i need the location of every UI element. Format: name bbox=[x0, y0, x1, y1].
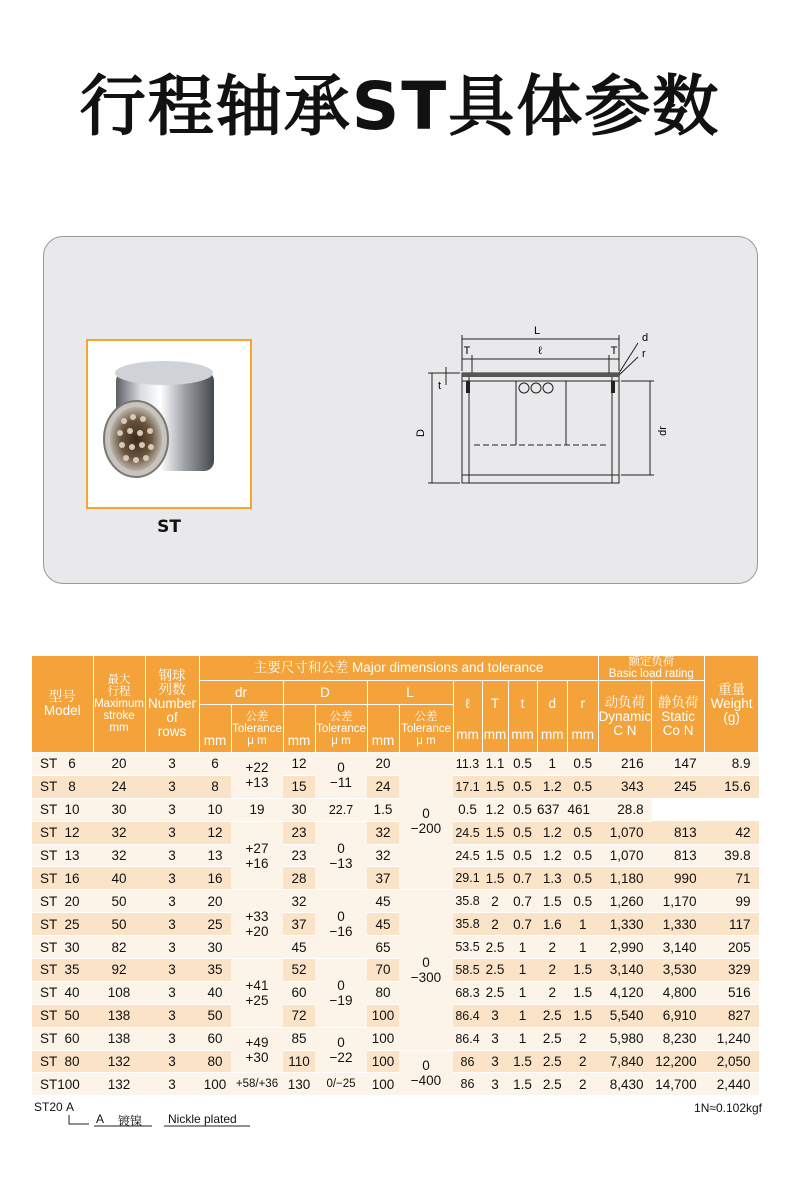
cell-r: 0.5 bbox=[568, 890, 599, 913]
cell-L: 45 bbox=[367, 913, 399, 936]
cell-d: 2.5 bbox=[537, 1050, 568, 1073]
cell-model: ST 80 bbox=[32, 1050, 93, 1073]
cell-d: 1.2 bbox=[537, 821, 568, 844]
cell-d: 1.6 bbox=[537, 913, 568, 936]
cell-Co: 3,530 bbox=[652, 959, 705, 982]
cell-Co: 12,200 bbox=[652, 1050, 705, 1073]
cell-D: 37 bbox=[283, 913, 315, 936]
cell-dr: 8 bbox=[199, 775, 231, 798]
cell-L: 100 bbox=[367, 1050, 399, 1073]
cell-t: 1 bbox=[508, 1004, 537, 1027]
cell-r: 1 bbox=[568, 936, 599, 959]
cell-l: 35.8 bbox=[453, 913, 482, 936]
product-label: ST bbox=[157, 517, 181, 537]
cell-D-tolerance: 0 −13 bbox=[315, 821, 367, 890]
cell-d: 1.2 bbox=[482, 798, 508, 821]
cell-rows: 3 bbox=[145, 798, 199, 821]
cell-rows: 3 bbox=[145, 753, 199, 776]
cell-T: 1.5 bbox=[482, 867, 508, 890]
cell-dr: 60 bbox=[199, 1027, 231, 1050]
cell-dr: 30 bbox=[199, 936, 231, 959]
cell-l: 11.3 bbox=[453, 753, 482, 776]
cell-w: 827 bbox=[705, 1004, 759, 1027]
cell-d: 2.5 bbox=[537, 1027, 568, 1050]
cell-stroke: 82 bbox=[93, 936, 145, 959]
cell-l: 24.5 bbox=[453, 821, 482, 844]
table-row bbox=[32, 1004, 759, 1027]
cell-t: 1 bbox=[508, 981, 537, 1004]
cell-model: ST 13 bbox=[32, 844, 93, 867]
dim-L: L bbox=[533, 325, 541, 337]
cell-t: 0.5 bbox=[508, 753, 537, 776]
th-D: D bbox=[283, 681, 367, 705]
cell-stroke: 132 bbox=[93, 1050, 145, 1073]
dim-l: ℓ bbox=[538, 345, 542, 357]
cell-model: ST 40 bbox=[32, 981, 93, 1004]
cell-C: 7,840 bbox=[598, 1050, 652, 1073]
cell-r: 1.5 bbox=[568, 959, 599, 982]
cell-rows: 3 bbox=[145, 867, 199, 890]
cell-t: 0.5 bbox=[508, 844, 537, 867]
cell-model: ST 35 bbox=[32, 959, 93, 982]
cell-T: 2 bbox=[482, 890, 508, 913]
cell-t: 1.5 bbox=[508, 1050, 537, 1073]
cell-D: 60 bbox=[283, 981, 315, 1004]
cell-dr: 13 bbox=[199, 844, 231, 867]
unit-conversion: 1N≈0.102kgf bbox=[694, 1101, 762, 1115]
cell-rows: 3 bbox=[145, 775, 199, 798]
cell-model: ST 60 bbox=[32, 1027, 93, 1050]
th-L-tol: 公差 Tolerance μ m bbox=[399, 705, 453, 753]
th-D-tol: 公差 Tolerance μ m bbox=[315, 705, 367, 753]
cell-w: 28.8 bbox=[598, 798, 652, 821]
cell-t: 0.5 bbox=[453, 798, 482, 821]
cell-model: ST 30 bbox=[32, 936, 93, 959]
cell-stroke: 32 bbox=[93, 821, 145, 844]
cell-rows: 3 bbox=[145, 844, 199, 867]
cell-w: 15.6 bbox=[705, 775, 759, 798]
cell-l: 29.1 bbox=[453, 867, 482, 890]
dim-r: r bbox=[642, 348, 646, 360]
cell-r: 1.5 bbox=[568, 981, 599, 1004]
cell-dr: 50 bbox=[199, 1004, 231, 1027]
table-row bbox=[32, 1073, 759, 1096]
cell-rows: 3 bbox=[145, 1050, 199, 1073]
cell-model: ST 25 bbox=[32, 913, 93, 936]
cell-stroke: 20 bbox=[93, 753, 145, 776]
cell-L: 65 bbox=[367, 936, 399, 959]
cell-r: 0.5 bbox=[508, 798, 537, 821]
cell-D: 12 bbox=[283, 753, 315, 776]
cell-Co: 147 bbox=[652, 753, 705, 776]
suffix-letter-desc: A bbox=[96, 1112, 105, 1126]
cell-rows: 3 bbox=[145, 936, 199, 959]
cell-rows: 3 bbox=[145, 1073, 199, 1096]
cell-D: 52 bbox=[283, 959, 315, 982]
cell-t: 0.5 bbox=[508, 821, 537, 844]
cell-Co: 1,170 bbox=[652, 890, 705, 913]
cell-dr: 20 bbox=[199, 890, 231, 913]
cell-dr: 16 bbox=[199, 867, 231, 890]
cell-T: 1.5 bbox=[482, 775, 508, 798]
cell-Co: 813 bbox=[652, 844, 705, 867]
cell-C: 1,260 bbox=[598, 890, 652, 913]
cell-rows: 3 bbox=[145, 821, 199, 844]
cell-C: 637 bbox=[537, 798, 568, 821]
table-row bbox=[32, 821, 759, 844]
table-row bbox=[32, 913, 759, 936]
cell-stroke: 32 bbox=[93, 844, 145, 867]
product-photo-frame bbox=[86, 339, 252, 509]
suffix-legend bbox=[34, 1100, 294, 1140]
cell-d: 1.2 bbox=[537, 844, 568, 867]
th-stroke: 最大 行程 Maximum stroke mm bbox=[93, 656, 145, 753]
cell-dr: 80 bbox=[199, 1050, 231, 1073]
cell-L: 30 bbox=[283, 798, 315, 821]
table-row bbox=[32, 936, 759, 959]
dim-d: d bbox=[642, 332, 649, 344]
cell-D-tolerance: 0 −19 bbox=[315, 959, 367, 1028]
cell-d: 2.5 bbox=[537, 1073, 568, 1096]
cell-w: 205 bbox=[705, 936, 759, 959]
th-dr: dr bbox=[199, 681, 283, 705]
cell-model: ST 12 bbox=[32, 821, 93, 844]
cell-model: ST 6 bbox=[32, 753, 93, 776]
cell-dr-tolerance: +22 +13 bbox=[231, 753, 283, 799]
cell-w: 329 bbox=[705, 959, 759, 982]
cell-T: 2.5 bbox=[482, 981, 508, 1004]
cell-t: 1 bbox=[508, 1027, 537, 1050]
th-weight: 重量 Weight (g) bbox=[705, 656, 759, 753]
cell-d: 2.5 bbox=[537, 1004, 568, 1027]
cell-C: 216 bbox=[598, 753, 652, 776]
cell-model: ST100 bbox=[32, 1073, 93, 1096]
cell-Co: 8,230 bbox=[652, 1027, 705, 1050]
cell-Co: 3,140 bbox=[652, 936, 705, 959]
cell-r: 0.5 bbox=[568, 867, 599, 890]
product-panel bbox=[43, 236, 758, 584]
cell-D: 32 bbox=[283, 890, 315, 913]
cell-L: 80 bbox=[367, 981, 399, 1004]
cell-r: 1.5 bbox=[568, 1004, 599, 1027]
cell-d: 1 bbox=[537, 753, 568, 776]
cell-d: 2 bbox=[537, 936, 568, 959]
cell-model: ST 50 bbox=[32, 1004, 93, 1027]
dim-dr: dr bbox=[657, 426, 669, 436]
table-row bbox=[32, 1027, 759, 1050]
th-d: d mm bbox=[537, 681, 568, 753]
suffix-desc-cn: 镀镍 bbox=[118, 1114, 143, 1128]
cell-L: 70 bbox=[367, 959, 399, 982]
table-row bbox=[32, 890, 759, 913]
cell-T: 2.5 bbox=[482, 936, 508, 959]
cell-d: 1.2 bbox=[537, 775, 568, 798]
cell-w: 42 bbox=[705, 821, 759, 844]
cell-t: 0.7 bbox=[508, 913, 537, 936]
cell-Co: 4,800 bbox=[652, 981, 705, 1004]
cell-model: ST 10 bbox=[32, 798, 93, 821]
cell-dr: 40 bbox=[199, 981, 231, 1004]
suffix-code: ST20 bbox=[34, 1100, 63, 1114]
cell-dr: 35 bbox=[199, 959, 231, 982]
cell-d: 1.3 bbox=[537, 867, 568, 890]
th-dr-tol: 公差 Tolerance μ m bbox=[231, 705, 283, 753]
cell-model: ST 8 bbox=[32, 775, 93, 798]
cell-rows: 3 bbox=[145, 913, 199, 936]
cell-model: ST 20 bbox=[32, 890, 93, 913]
cell-L: 37 bbox=[367, 867, 399, 890]
th-model: 型号 Model bbox=[32, 656, 93, 753]
cell-L-tolerance: 0 −200 bbox=[399, 753, 453, 890]
cell-dr: 25 bbox=[199, 913, 231, 936]
th-T: T mm bbox=[482, 681, 508, 753]
table-row bbox=[32, 867, 759, 890]
dim-T-right: T bbox=[610, 345, 618, 357]
cell-dr: 6 bbox=[199, 753, 231, 776]
cell-dr: 12 bbox=[199, 821, 231, 844]
cell-L: 32 bbox=[367, 821, 399, 844]
cell-l: 35.8 bbox=[453, 890, 482, 913]
table-row bbox=[32, 981, 759, 1004]
th-balls: 钢球 列数 Number of rows bbox=[145, 656, 199, 753]
cell-r: 2 bbox=[568, 1073, 599, 1096]
cell-C: 1,070 bbox=[598, 844, 652, 867]
cell-D-tolerance: 0 −22 bbox=[315, 1027, 367, 1073]
cell-C: 1,070 bbox=[598, 821, 652, 844]
cell-C: 3,140 bbox=[598, 959, 652, 982]
cell-L: 100 bbox=[367, 1004, 399, 1027]
cell-l: 86 bbox=[453, 1073, 482, 1096]
cell-l: 53.5 bbox=[453, 936, 482, 959]
cell-T: 2 bbox=[482, 913, 508, 936]
suffix-desc-en: Nickle plated bbox=[168, 1112, 237, 1126]
cell-C: 2,990 bbox=[598, 936, 652, 959]
table-row bbox=[32, 798, 759, 821]
cell-L: 100 bbox=[367, 1073, 399, 1096]
table-row bbox=[32, 1050, 759, 1073]
cell-stroke: 40 bbox=[93, 867, 145, 890]
cell-T: 3 bbox=[482, 1050, 508, 1073]
cell-w: 8.9 bbox=[705, 753, 759, 776]
th-static: 静负荷 Static Co N bbox=[652, 681, 705, 753]
cell-L: 45 bbox=[367, 890, 399, 913]
th-D-mm: mm bbox=[283, 705, 315, 753]
cell-w: 99 bbox=[705, 890, 759, 913]
cell-D: 23 bbox=[283, 844, 315, 867]
cell-stroke: 138 bbox=[93, 1027, 145, 1050]
cell-Co: 813 bbox=[652, 821, 705, 844]
cell-w: 117 bbox=[705, 913, 759, 936]
th-t: t mm bbox=[508, 681, 537, 753]
cell-r: 2 bbox=[568, 1027, 599, 1050]
cell-l: 86.4 bbox=[453, 1004, 482, 1027]
cell-d: 2 bbox=[537, 959, 568, 982]
bearing-photo bbox=[88, 341, 250, 507]
cell-r: 1 bbox=[568, 913, 599, 936]
cell-t: 0.5 bbox=[508, 775, 537, 798]
cell-L: 24 bbox=[367, 775, 399, 798]
cell-dr: 100 bbox=[199, 1073, 231, 1096]
cell-stroke: 92 bbox=[93, 959, 145, 982]
cell-C: 5,980 bbox=[598, 1027, 652, 1050]
cell-stroke: 50 bbox=[93, 913, 145, 936]
cell-r: 0.5 bbox=[568, 844, 599, 867]
cell-D: 130 bbox=[283, 1073, 315, 1096]
cell-T: 1.5 bbox=[482, 844, 508, 867]
suffix-bracket bbox=[34, 1100, 294, 1140]
cell-model: ST 16 bbox=[32, 867, 93, 890]
cell-dr: 10 bbox=[199, 798, 231, 821]
cell-L-tolerance: 0 −300 bbox=[399, 890, 453, 1050]
cell-dr-tolerance: +33 +20 bbox=[231, 890, 283, 959]
dim-D: D bbox=[415, 429, 427, 437]
cell-l: 58.5 bbox=[453, 959, 482, 982]
cell-d: 2 bbox=[537, 981, 568, 1004]
cell-t: 1 bbox=[508, 959, 537, 982]
cell-dr-tolerance: +58/+36 bbox=[231, 1073, 283, 1096]
table-row bbox=[32, 775, 759, 798]
th-dynamic: 动负荷 Dynamic C N bbox=[598, 681, 652, 753]
cell-r: 0.5 bbox=[568, 775, 599, 798]
cell-T: 3 bbox=[482, 1004, 508, 1027]
cell-r: 2 bbox=[568, 1050, 599, 1073]
technical-drawing bbox=[414, 321, 674, 521]
cell-D: 45 bbox=[283, 936, 315, 959]
cell-w: 1,240 bbox=[705, 1027, 759, 1050]
cell-d: 1.5 bbox=[537, 890, 568, 913]
cell-stroke: 24 bbox=[93, 775, 145, 798]
th-dr-mm: mm bbox=[199, 705, 231, 753]
cell-C: 5,540 bbox=[598, 1004, 652, 1027]
cell-Co: 1,330 bbox=[652, 913, 705, 936]
page-title: 行程轴承ST具体参数 bbox=[79, 68, 721, 145]
cell-stroke: 132 bbox=[93, 1073, 145, 1096]
cell-Co: 245 bbox=[652, 775, 705, 798]
th-r: r mm bbox=[568, 681, 599, 753]
cell-C: 4,120 bbox=[598, 981, 652, 1004]
cell-D-tolerance: 0 −16 bbox=[315, 890, 367, 959]
cell-t: 1 bbox=[508, 936, 537, 959]
cell-D: 72 bbox=[283, 1004, 315, 1027]
spec-table bbox=[32, 656, 759, 1096]
th-L: L bbox=[367, 681, 453, 705]
cell-r: 0.5 bbox=[568, 821, 599, 844]
cell-dr-tolerance: +27 +16 bbox=[231, 821, 283, 890]
cell-Co: 461 bbox=[568, 798, 599, 821]
cell-stroke: 50 bbox=[93, 890, 145, 913]
cell-T: 3 bbox=[482, 1073, 508, 1096]
cell-Co: 990 bbox=[652, 867, 705, 890]
table-row bbox=[32, 844, 759, 867]
cell-L: 100 bbox=[367, 1027, 399, 1050]
th-l: ℓ mm bbox=[453, 681, 482, 753]
cell-t: 0.7 bbox=[508, 867, 537, 890]
cell-D: 85 bbox=[283, 1027, 315, 1050]
cell-w: 39.8 bbox=[705, 844, 759, 867]
cell-T: 2.5 bbox=[482, 959, 508, 982]
cell-l: 17.1 bbox=[453, 775, 482, 798]
cell-T: 1.5 bbox=[482, 821, 508, 844]
cell-stroke: 30 bbox=[93, 798, 145, 821]
cell-l: 22.7 bbox=[315, 798, 367, 821]
cell-l: 86 bbox=[453, 1050, 482, 1073]
cell-r: 0.5 bbox=[568, 753, 599, 776]
cell-rows: 3 bbox=[145, 1027, 199, 1050]
cell-T: 3 bbox=[482, 1027, 508, 1050]
suffix-letter: A bbox=[66, 1100, 75, 1114]
cell-dr-tolerance: +49 +30 bbox=[231, 1027, 283, 1073]
cell-l: 86.4 bbox=[453, 1027, 482, 1050]
spec-table-body bbox=[32, 753, 759, 1096]
cell-l: 68.3 bbox=[453, 981, 482, 1004]
cell-D: 28 bbox=[283, 867, 315, 890]
cell-C: 8,430 bbox=[598, 1073, 652, 1096]
dim-T-left: T bbox=[463, 345, 471, 357]
cell-T: 1.1 bbox=[482, 753, 508, 776]
cell-Co: 6,910 bbox=[652, 1004, 705, 1027]
cell-L: 32 bbox=[367, 844, 399, 867]
cell-w: 516 bbox=[705, 981, 759, 1004]
cell-t: 0.7 bbox=[508, 890, 537, 913]
cell-D: 23 bbox=[283, 821, 315, 844]
cell-L-tolerance: 0 −400 bbox=[399, 1050, 453, 1096]
cell-t: 1.5 bbox=[508, 1073, 537, 1096]
cell-stroke: 108 bbox=[93, 981, 145, 1004]
th-load: 额定负荷 Basic load rating bbox=[598, 656, 705, 681]
cell-D: 15 bbox=[283, 775, 315, 798]
th-L-mm: mm bbox=[367, 705, 399, 753]
cell-dr-tolerance: +41 +25 bbox=[231, 959, 283, 1028]
cell-D-tolerance: 0 −11 bbox=[315, 753, 367, 799]
cell-L: 20 bbox=[367, 753, 399, 776]
cell-D: 19 bbox=[231, 798, 283, 821]
cell-C: 1,180 bbox=[598, 867, 652, 890]
cell-w: 2,050 bbox=[705, 1050, 759, 1073]
cell-rows: 3 bbox=[145, 890, 199, 913]
cell-stroke: 138 bbox=[93, 1004, 145, 1027]
table-row bbox=[32, 959, 759, 982]
cell-T: 1.5 bbox=[367, 798, 399, 821]
cell-rows: 3 bbox=[145, 1004, 199, 1027]
cell-l: 24.5 bbox=[453, 844, 482, 867]
cell-C: 1,330 bbox=[598, 913, 652, 936]
dim-t: t bbox=[438, 380, 442, 392]
cell-D-tolerance: 0/−25 bbox=[315, 1073, 367, 1096]
cell-Co: 14,700 bbox=[652, 1073, 705, 1096]
cell-w: 2,440 bbox=[705, 1073, 759, 1096]
th-major: 主要尺寸和公差 Major dimensions and tolerance bbox=[199, 656, 598, 681]
cell-D: 110 bbox=[283, 1050, 315, 1073]
cell-rows: 3 bbox=[145, 959, 199, 982]
cell-w: 71 bbox=[705, 867, 759, 890]
table-row bbox=[32, 753, 759, 776]
cell-C: 343 bbox=[598, 775, 652, 798]
cell-rows: 3 bbox=[145, 981, 199, 1004]
